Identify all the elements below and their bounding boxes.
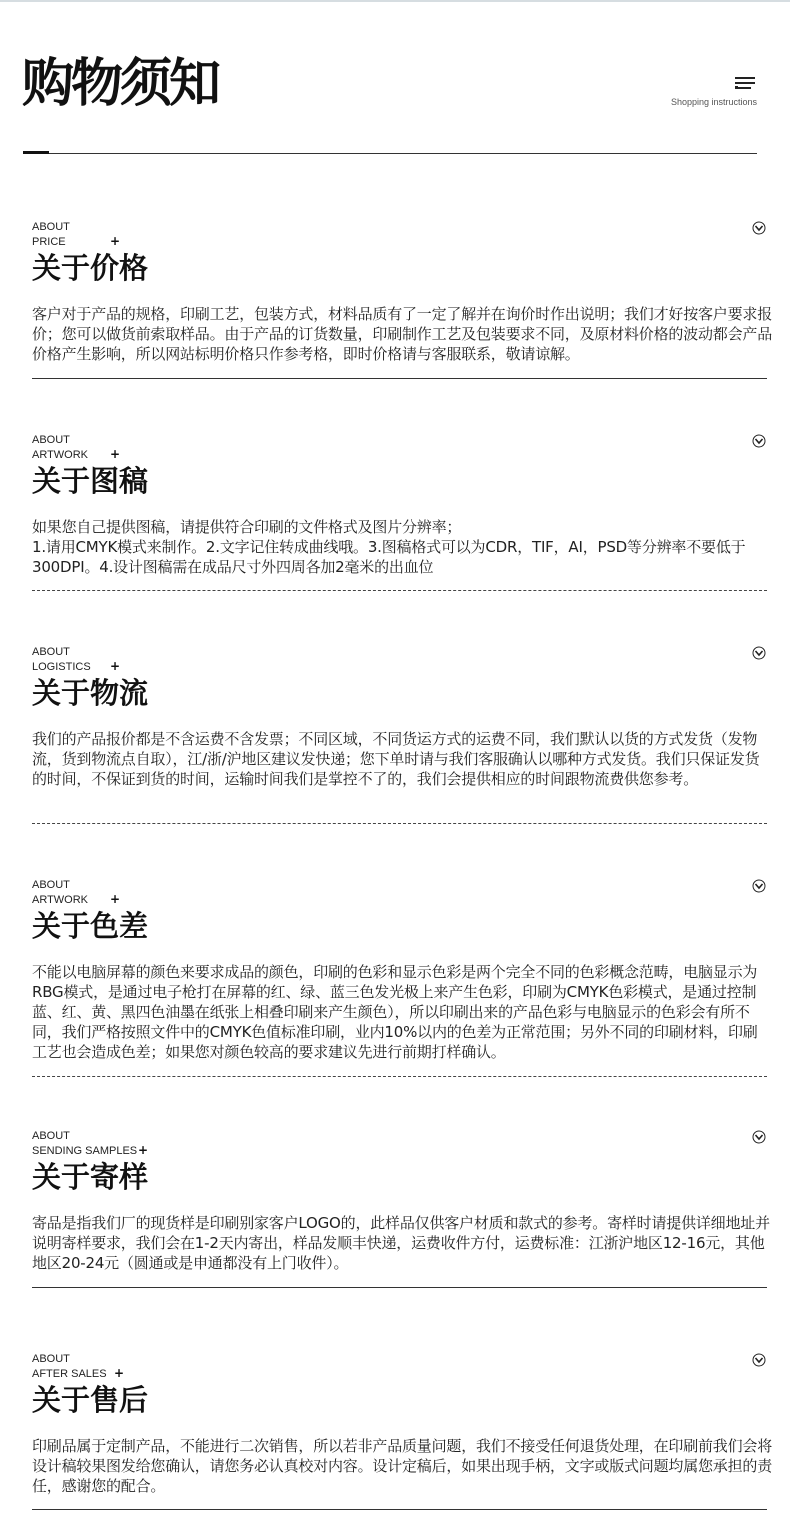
about-label: ABOUT — [32, 434, 70, 446]
chevron-down-icon[interactable] — [752, 1353, 766, 1367]
about-label: ABOUT — [32, 221, 70, 233]
chevron-down-icon[interactable] — [752, 221, 766, 235]
header-divider — [23, 153, 757, 154]
section-body: 客户对于产品的规格，印刷工艺，包装方式，材料品质有了一定了解并在询价时作出说明；我们才好按客户要求报价；您可以做货前索取样品。由于产品的订货数量，印刷制作工艺及包装要求不同，及原材料价格的波动都会产品价格产生影响，所以网站标明价格只作参考格，即时价格请与客服联系，敬请谅解。 — [32, 305, 773, 363]
section-sub-label: SENDING SAMPLES — [32, 1145, 138, 1157]
section-divider — [32, 1287, 767, 1288]
plus-icon: + — [110, 234, 121, 248]
plus-icon: + — [110, 659, 121, 673]
section-sub-label: ARTWORK — [32, 894, 89, 906]
menu-icon[interactable] — [735, 77, 757, 91]
about-label: ABOUT — [32, 1353, 70, 1365]
section-title: 关于寄样 — [32, 1160, 149, 1194]
section-divider — [32, 1509, 767, 1510]
section-body: 印刷品属于定制产品，不能进行二次销售，所以若非产品质量问题，我们不接受任何退货处理，在印刷前我们会将设计稿较果图发给您确认，请您务必认真校对内容。设计定稿后，如果出现手柄，文字或版式问题均属您承担的责任，感谢您的配合。 — [32, 1437, 773, 1495]
section-title: 关于价格 — [32, 251, 149, 285]
about-label: ABOUT — [32, 646, 70, 658]
section-sub-label: AFTER SALES — [32, 1368, 107, 1380]
chevron-down-icon[interactable] — [752, 646, 766, 660]
section-body: 如果您自己提供图稿，请提供符合印刷的文件格式及图片分辨率； 1.请用CMYK模式来制作。2.文字记住转成曲线哦。3.图稿格式可以为CDR，TIF，AI，PSD等分辨率不要低于300DPI。4.设计图稿需在成品尺寸外四周各加2毫米的出血位 — [32, 518, 746, 576]
header-accent-bar — [23, 151, 49, 154]
section-body: 不能以电脑屏幕的颜色来要求成品的颜色，印刷的色彩和显示色彩是两个完全不同的色彩概念范畴，电脑显示为RBG模式，是通过电子枪打在屏幕的红、绿、蓝三色发光极上来产生色彩，印刷为CMYK色彩模式，是通过控制蓝、红、黄、黑四色油墨在纸张上相叠印刷来产生颜色），所以印刷出来的产品色彩与电脑显示的色彩会有所不同，我们严格按照文件中的CMYK色值标准印刷，业内10%以内的色差为正常范围；另外不同的印刷材料，印刷工艺也会造成色差；如果您对颜色较高的要求建议先进行前期打样确认。 — [32, 963, 758, 1061]
about-label: ABOUT — [32, 1130, 70, 1142]
section-divider — [32, 1076, 767, 1077]
plus-icon: + — [110, 892, 121, 906]
plus-icon: + — [138, 1143, 149, 1157]
top-divider — [0, 0, 790, 2]
section-sub-label: ARTWORK — [32, 449, 89, 461]
section-body: 我们的产品报价都是不含运费不含发票；不同区域，不同货运方式的运费不同，我们默认以货的方式发货（发物流，货到物流点自取），江/浙/沪地区建议发快递；您下单时请与我们客服确认以哪种方式发货。我们只保证发货的时间，不保证到货的时间，运输时间我们是掌控不了的，我们会提供相应的时间跟物流费供您参考。 — [32, 730, 760, 788]
plus-icon: + — [114, 1366, 125, 1380]
section-title: 关于售后 — [32, 1383, 149, 1417]
about-label: ABOUT — [32, 879, 70, 891]
chevron-down-icon[interactable] — [752, 1130, 766, 1144]
section-title: 关于图稿 — [32, 464, 149, 498]
section-divider — [32, 378, 767, 379]
section-sub-label: PRICE — [32, 236, 66, 248]
chevron-down-icon[interactable] — [752, 434, 766, 448]
section-sub-label: LOGISTICS — [32, 661, 91, 673]
section-divider — [32, 590, 767, 591]
menu-caption: Shopping instructions — [670, 97, 757, 107]
page-title: 购物须知 — [22, 54, 219, 114]
section-body: 寄品是指我们厂的现货样是印刷别家客户LOGO的，此样品仅供客户材质和款式的参考。寄样时请提供详细地址并说明寄样要求，我们会在1-2天内寄出，样品发顺丰快递，运费收件方付，运费标准：江浙沪地区12-16元，其他地区20-24元（圆通或是申通都没有上门收件）。 — [32, 1214, 770, 1272]
section-title: 关于物流 — [32, 676, 149, 710]
section-divider — [32, 823, 767, 824]
plus-icon: + — [110, 447, 121, 461]
section-title: 关于色差 — [32, 909, 149, 943]
chevron-down-icon[interactable] — [752, 879, 766, 893]
